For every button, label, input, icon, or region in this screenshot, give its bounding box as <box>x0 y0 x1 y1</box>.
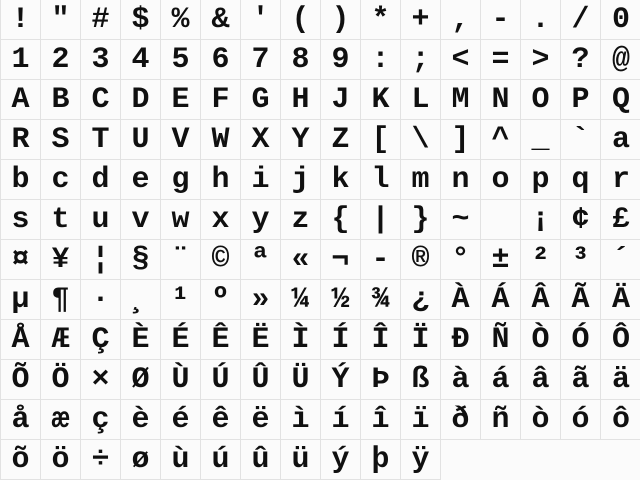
glyph-row <box>1 40 640 80</box>
glyph-cell[interactable]: / <box>561 0 601 40</box>
glyph-cell[interactable]: @ <box>601 40 640 80</box>
glyph-row <box>1 160 640 200</box>
glyph-cell[interactable]: å <box>1 400 41 440</box>
glyph-cell[interactable]: ð <box>441 400 481 440</box>
glyph-cell[interactable]: - <box>361 240 401 280</box>
glyph-cell[interactable]: ¸ <box>121 280 161 320</box>
glyph-cell[interactable]: Í <box>321 320 361 360</box>
glyph-cell[interactable]: ý <box>321 440 361 480</box>
glyph-cell[interactable]: L <box>401 80 441 120</box>
glyph-cell[interactable]: y <box>241 200 281 240</box>
glyph-cell[interactable]: ò <box>521 400 561 440</box>
glyph-cell[interactable]: 3 <box>81 40 121 80</box>
glyph-cell[interactable]: á <box>481 360 521 400</box>
glyph-cell[interactable]: ® <box>401 240 441 280</box>
glyph-cell[interactable]: n <box>441 160 481 200</box>
glyph-cell[interactable]: z <box>281 200 321 240</box>
glyph-cell[interactable]: k <box>321 160 361 200</box>
glyph-cell[interactable]: ü <box>281 440 321 480</box>
glyph-cell[interactable]: 6 <box>201 40 241 80</box>
glyph-cell[interactable]: b <box>1 160 41 200</box>
glyph-cell[interactable]: Ü <box>281 360 321 400</box>
glyph-cell[interactable]: 0 <box>601 0 640 40</box>
glyph-cell[interactable]: j <box>281 160 321 200</box>
glyph-cell[interactable]: Á <box>481 280 521 320</box>
glyph-cell[interactable]: 2 <box>41 40 81 80</box>
glyph-cell[interactable]: é <box>161 400 201 440</box>
glyph-cell[interactable]: Ò <box>521 320 561 360</box>
glyph-cell[interactable]: x <box>201 200 241 240</box>
glyph-cell[interactable]: è <box>121 400 161 440</box>
glyph-cell[interactable]: ³ <box>561 240 601 280</box>
glyph-cell[interactable] <box>481 200 521 240</box>
glyph-cell[interactable]: º <box>201 280 241 320</box>
glyph-cell[interactable]: 7 <box>241 40 281 80</box>
glyph-cell[interactable]: û <box>241 440 281 480</box>
glyph-cell[interactable]: õ <box>1 440 41 480</box>
glyph-cell[interactable]: ô <box>601 400 640 440</box>
glyph-cell[interactable]: P <box>561 80 601 120</box>
glyph-cell[interactable]: < <box>441 40 481 80</box>
glyph-cell[interactable]: ª <box>241 240 281 280</box>
glyph-cell[interactable]: i <box>241 160 281 200</box>
glyph-cell[interactable]: X <box>241 120 281 160</box>
glyph-cell[interactable]: . <box>521 0 561 40</box>
glyph-cell[interactable]: p <box>521 160 561 200</box>
glyph-cell[interactable]: ï <box>401 400 441 440</box>
glyph-cell[interactable]: e <box>121 160 161 200</box>
glyph-cell[interactable]: Ù <box>161 360 201 400</box>
glyph-cell[interactable]: D <box>121 80 161 120</box>
glyph-cell[interactable]: É <box>161 320 201 360</box>
glyph-cell[interactable]: + <box>401 0 441 40</box>
glyph-cell[interactable]: ¤ <box>1 240 41 280</box>
glyph-cell[interactable]: R <box>1 120 41 160</box>
glyph-cell[interactable]: G <box>241 80 281 120</box>
glyph-cell[interactable]: 8 <box>281 40 321 80</box>
glyph-cell[interactable]: C <box>81 80 121 120</box>
glyph-cell[interactable]: Ô <box>601 320 640 360</box>
glyph-cell[interactable]: E <box>161 80 201 120</box>
glyph-cell[interactable]: ¹ <box>161 280 201 320</box>
glyph-cell[interactable]: ` <box>561 120 601 160</box>
glyph-row <box>1 200 640 240</box>
glyph-cell[interactable]: ¾ <box>361 280 401 320</box>
glyph-row <box>1 360 640 400</box>
glyph-cell[interactable]: ) <box>321 0 361 40</box>
glyph-cell[interactable]: 4 <box>121 40 161 80</box>
glyph-cell[interactable]: ¼ <box>281 280 321 320</box>
glyph-cell[interactable]: } <box>401 200 441 240</box>
glyph-cell[interactable]: ? <box>561 40 601 80</box>
glyph-cell[interactable]: ÷ <box>81 440 121 480</box>
glyph-cell[interactable]: ú <box>201 440 241 480</box>
glyph-cell[interactable]: Y <box>281 120 321 160</box>
glyph-cell[interactable]: Ð <box>441 320 481 360</box>
glyph-cell[interactable]: ó <box>561 400 601 440</box>
glyph-cell[interactable]: î <box>361 400 401 440</box>
glyph-cell[interactable]: u <box>81 200 121 240</box>
glyph-cell[interactable]: ² <box>521 240 561 280</box>
glyph-cell[interactable]: # <box>81 0 121 40</box>
glyph-cell[interactable]: ñ <box>481 400 521 440</box>
glyph-cell[interactable]: \ <box>401 120 441 160</box>
glyph-cell[interactable]: g <box>161 160 201 200</box>
glyph-cell[interactable]: þ <box>361 440 401 480</box>
glyph-cell[interactable]: · <box>81 280 121 320</box>
glyph-cell[interactable]: ° <box>441 240 481 280</box>
glyph-cell[interactable]: ¢ <box>561 200 601 240</box>
glyph-cell[interactable]: Ö <box>41 360 81 400</box>
glyph-cell[interactable]: Õ <box>1 360 41 400</box>
glyph-cell[interactable]: ¨ <box>161 240 201 280</box>
glyph-cell[interactable]: ] <box>441 120 481 160</box>
glyph-cell[interactable]: { <box>321 200 361 240</box>
glyph-cell[interactable]: ! <box>1 0 41 40</box>
glyph-cell[interactable]: " <box>41 0 81 40</box>
glyph-cell[interactable]: > <box>521 40 561 80</box>
glyph-cell[interactable]: Ï <box>401 320 441 360</box>
glyph-cell[interactable]: ç <box>81 400 121 440</box>
glyph-cell[interactable]: â <box>521 360 561 400</box>
glyph-cell[interactable]: Ç <box>81 320 121 360</box>
glyph-cell[interactable]: 9 <box>321 40 361 80</box>
glyph-cell[interactable]: h <box>201 160 241 200</box>
glyph-cell[interactable]: ù <box>161 440 201 480</box>
glyph-cell[interactable]: s <box>1 200 41 240</box>
glyph-cell[interactable]: « <box>281 240 321 280</box>
glyph-cell[interactable]: × <box>81 360 121 400</box>
glyph-cell[interactable]: M <box>441 80 481 120</box>
glyph-cell[interactable]: ã <box>561 360 601 400</box>
glyph-cell[interactable]: ± <box>481 240 521 280</box>
glyph-cell[interactable]: Ä <box>601 280 640 320</box>
glyph-cell[interactable]: Ú <box>201 360 241 400</box>
glyph-cell[interactable]: m <box>401 160 441 200</box>
glyph-cell[interactable]: S <box>41 120 81 160</box>
glyph-cell[interactable]: , <box>441 0 481 40</box>
glyph-row <box>1 120 640 160</box>
glyph-cell[interactable]: Â <box>521 280 561 320</box>
glyph-cell[interactable]: ¶ <box>41 280 81 320</box>
glyph-cell[interactable]: * <box>361 0 401 40</box>
glyph-cell[interactable]: = <box>481 40 521 80</box>
glyph-cell[interactable]: ( <box>281 0 321 40</box>
glyph-cell[interactable]: ¡ <box>521 200 561 240</box>
glyph-cell[interactable]: O <box>521 80 561 120</box>
glyph-cell[interactable]: d <box>81 160 121 200</box>
glyph-cell[interactable]: ÿ <box>401 440 441 480</box>
glyph-cell[interactable]: U <box>121 120 161 160</box>
glyph-cell[interactable]: ; <box>401 40 441 80</box>
glyph-cell[interactable]: J <box>321 80 361 120</box>
glyph-cell[interactable]: ¿ <box>401 280 441 320</box>
glyph-cell[interactable]: Ø <box>121 360 161 400</box>
glyph-cell[interactable]: Ñ <box>481 320 521 360</box>
glyph-cell[interactable]: È <box>121 320 161 360</box>
glyph-cell[interactable]: 5 <box>161 40 201 80</box>
glyph-cell[interactable]: » <box>241 280 281 320</box>
glyph-cell[interactable]: a <box>601 120 640 160</box>
glyph-cell[interactable]: Ã <box>561 280 601 320</box>
glyph-cell[interactable]: $ <box>121 0 161 40</box>
glyph-cell[interactable]: [ <box>361 120 401 160</box>
glyph-cell[interactable]: Ì <box>281 320 321 360</box>
glyph-cell[interactable]: q <box>561 160 601 200</box>
glyph-cell[interactable]: í <box>321 400 361 440</box>
glyph-cell[interactable]: ¬ <box>321 240 361 280</box>
glyph-cell[interactable]: § <box>121 240 161 280</box>
glyph-cell[interactable]: ¥ <box>41 240 81 280</box>
glyph-cell[interactable]: ¦ <box>81 240 121 280</box>
glyph-cell[interactable]: ´ <box>601 240 640 280</box>
glyph-cell[interactable]: w <box>161 200 201 240</box>
glyph-cell[interactable]: ä <box>601 360 640 400</box>
glyph-row <box>1 280 640 320</box>
glyph-cell[interactable]: ^ <box>481 120 521 160</box>
glyph-row <box>1 80 640 120</box>
glyph-cell[interactable]: 1 <box>1 40 41 80</box>
glyph-cell[interactable]: Þ <box>361 360 401 400</box>
glyph-cell[interactable]: Q <box>601 80 640 120</box>
glyph-cell[interactable]: © <box>201 240 241 280</box>
glyph-cell[interactable]: Ó <box>561 320 601 360</box>
glyph-cell[interactable]: Ê <box>201 320 241 360</box>
glyph-cell[interactable]: À <box>441 280 481 320</box>
glyph-cell[interactable]: Û <box>241 360 281 400</box>
glyph-cell[interactable]: Æ <box>41 320 81 360</box>
glyph-cell[interactable]: à <box>441 360 481 400</box>
glyph-cell[interactable]: - <box>481 0 521 40</box>
glyph-cell[interactable]: B <box>41 80 81 120</box>
glyph-row <box>1 400 640 440</box>
glyph-cell[interactable]: ~ <box>441 200 481 240</box>
glyph-cell[interactable]: Ý <box>321 360 361 400</box>
glyph-cell[interactable]: µ <box>1 280 41 320</box>
glyph-cell[interactable]: V <box>161 120 201 160</box>
glyph-cell[interactable]: ö <box>41 440 81 480</box>
glyph-cell[interactable]: T <box>81 120 121 160</box>
glyph-cell[interactable]: r <box>601 160 640 200</box>
glyph-cell[interactable]: H <box>281 80 321 120</box>
glyph-cell[interactable]: Z <box>321 120 361 160</box>
glyph-cell[interactable]: t <box>41 200 81 240</box>
glyph-cell[interactable]: K <box>361 80 401 120</box>
glyph-cell[interactable]: W <box>201 120 241 160</box>
glyph-cell[interactable]: N <box>481 80 521 120</box>
glyph-cell[interactable]: % <box>161 0 201 40</box>
glyph-cell[interactable]: A <box>1 80 41 120</box>
glyph-cell[interactable]: _ <box>521 120 561 160</box>
glyph-cell[interactable]: v <box>121 200 161 240</box>
glyph-cell[interactable]: ì <box>281 400 321 440</box>
glyph-cell[interactable]: o <box>481 160 521 200</box>
glyph-cell[interactable]: Ë <box>241 320 281 360</box>
glyph-row <box>1 440 640 480</box>
glyph-cell[interactable]: ê <box>201 400 241 440</box>
glyph-cell[interactable]: c <box>41 160 81 200</box>
glyph-row <box>1 240 640 280</box>
glyph-cell[interactable]: ß <box>401 360 441 400</box>
glyph-cell[interactable]: ø <box>121 440 161 480</box>
glyph-cell[interactable]: | <box>361 200 401 240</box>
glyph-cell[interactable]: æ <box>41 400 81 440</box>
glyph-cell[interactable]: l <box>361 160 401 200</box>
glyph-cell[interactable]: £ <box>601 200 640 240</box>
glyph-cell[interactable]: ' <box>241 0 281 40</box>
glyph-cell[interactable]: : <box>361 40 401 80</box>
glyph-row <box>1 0 640 40</box>
glyph-cell[interactable]: Å <box>1 320 41 360</box>
glyph-cell[interactable]: Î <box>361 320 401 360</box>
glyph-cell[interactable]: F <box>201 80 241 120</box>
glyph-cell[interactable]: ë <box>241 400 281 440</box>
glyph-row <box>1 320 640 360</box>
glyph-cell[interactable]: & <box>201 0 241 40</box>
glyph-cell[interactable]: ½ <box>321 280 361 320</box>
